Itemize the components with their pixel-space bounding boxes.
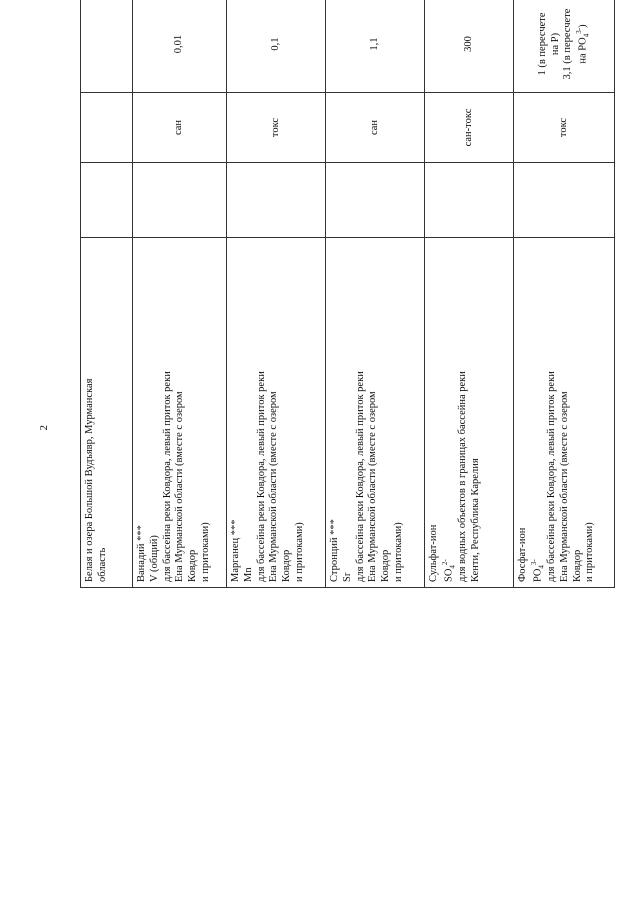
empty-cell: [81, 93, 133, 163]
lpv-cell: токс: [227, 93, 326, 163]
lpv-cell: сан-токс: [425, 93, 514, 163]
group-header-name-cell: Белая и озера Большой Вудъявр, Мурманская область: [81, 238, 133, 588]
substances-table: [80, 0, 615, 588]
value-cell: 1 (в пересчете на P) 3,1 (в пересчете на $PO_4^{3-}$): [514, 0, 615, 93]
empty-cell: [227, 163, 326, 238]
substance-name-cell: Марганец *** Mn для бассейна реки Ковдора, левый приток реки Ена Мурманской области (вместе с озером Ковдор и притоками): [227, 238, 326, 588]
lpv-cell: токс: [514, 93, 615, 163]
value-cell: 1,1: [326, 0, 425, 93]
lpv-cell: сан: [326, 93, 425, 163]
value-cell: 0,1: [227, 0, 326, 93]
empty-cell: [81, 0, 133, 93]
table-row-vanadium: [133, 0, 227, 588]
table-row-sulfate: [425, 0, 514, 588]
empty-cell: [133, 163, 227, 238]
empty-cell: [514, 163, 615, 238]
chemical-formula: $PO_4^{3-}$: [529, 559, 546, 582]
table-row-manganese: [227, 0, 326, 588]
substance-name-cell: Стронций *** Sr для бассейна реки Ковдора, левый приток реки Ена Мурманской области (вместе с озером Ковдор и притоками): [326, 238, 425, 588]
table-row-phosphate: [514, 0, 615, 588]
value-cell: 300: [425, 0, 514, 93]
rotated-table-container: [80, 8, 603, 849]
substance-name-cell: Сульфат-ион $SO_4^{2-}$ для водных объектов в границах бассейна реки Кенти, Республика Карелия: [425, 238, 514, 588]
substance-name-cell: Фосфат-ион $PO_4^{3-}$ для бассейна реки Ковдора, левый приток реки Ена Мурманской области (вместе с озером Ковдор и притоками): [514, 238, 615, 588]
substance-name-cell: Ванадий *** V (общий) для бассейна реки Ковдора, левый приток реки Ена Мурманской области (вместе с озером Ковдор и притоками): [133, 238, 227, 588]
table-row-strontium: [326, 0, 425, 588]
chemical-formula: $SO_4^{2-}$: [440, 559, 457, 582]
value-cell: 0,01: [133, 0, 227, 93]
empty-cell: [425, 163, 514, 238]
empty-cell: [326, 163, 425, 238]
table-row-group-header: [81, 0, 133, 588]
empty-cell: [81, 163, 133, 238]
page-number: 2: [38, 425, 50, 431]
lpv-cell: сан: [133, 93, 227, 163]
